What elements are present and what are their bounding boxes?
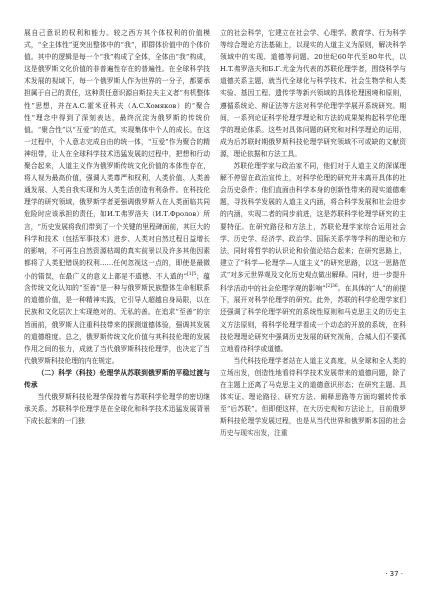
paragraph-text: 当代科技伦理学者站在人道主义高度，从全球和全人类的立场出发，创造性地看待科学技术发展带来的道德问题，除了在主题上还离了马克思主义的道德意识形态；在研究主题、具体实证、理论路径、研究方法、阐释思路等方面均辗转传承至“后苏联”。但即便这样，在大历史观和方法论上，目前俄罗斯科技伦理学发展过程，也是从当代世界和俄罗斯本国的社会历史与现实出发，注重 <box>220 356 406 438</box>
paragraph-text: ；蕴含传统文化认知的“至善”是一种与俄罗斯民族整体生命相联系的道德价值，是一种精神实践，它引导人超越自身局限，以在民族和文化层次上实现绝对的、无私的善。在追求“至善”的宗旨面前，俄罗斯人注重科技带来的探测道德体验，强调其发展的道德维度。总之，俄罗斯传统文化价值与其科技伦理的发展作用之间的张力，成就了当代俄罗斯科技伦理学，也决定了当代俄罗斯科技伦理的内在规定。 <box>24 272 210 365</box>
left-column <box>24 27 210 567</box>
paragraph-text: 立的社会科学，它建立在社会学、心理学、教育学、行为科学等综合理论方法基础上，以现实的人道主义为原则，解决科学领域中的实现、道德等问题。20世纪60年代至80年代，以H.T.弗罗洛夫和Б.Г.尤金为代表的苏联伦理学者，围绕科学与道德关系主题，就当代全球化与科学技术、社会生物学和人类实验、基因工程、遗传学等新兴领域的具体伦理困境和原则，遵循系统论、辩证法等方法对科学伦理学学展开系统研究。期间，一系列论证科学伦理学理论和方法的成果架构起科学伦理学的理论体系。这些对具体问题的研究和对科学理论的运用，成为后苏联时期俄罗斯科技伦理学研究领域不可或缺的文献资源，理论依据和方法工具。 <box>220 29 406 158</box>
paragraph-text: 展自己意识的权利和能力。较之西方其个体权利的价值模式，“全主体性”更突出整体中的“我”，即群体价值中的个体价值。其中的逻辑是每一个“我”构成了全体，全体由“我”构成，这是俄罗斯文化价值的非普遍性存在的普遍性。在全球科学技术发展的视域下，每一个俄罗斯人作为世界的一分子，都要承担属于自己的责任，这种责任意识源自斯拉夫主义者“有机整体性”思想，并在A.C.霍米亚科夫（A.C.Хомяков）的“聚合性”理念中得到了深刻表达，最终沉淀为俄罗斯的传统价值。“聚合性”以“互爱”的范式，实现集体中个人的成长。在这一过程中，个人意志完成自由的统一体，“互爱”作为聚合的精神纽带，让人在全球科学技术迅猛发展的过程中，把想和行动聚合起来，人道主义作为俄罗斯传统文化价值的本体性存在，将人视为最高价值，强调人类尊严和权利，人类价值、人类善通发展、人类自我实现和为人类生活创造有利条件。在科技伦理学的研究领域，俄罗斯学者更强调俄罗斯人在人类面临共同危险时应该承担的责任，如И.T.弗罗洛夫（И.Т.Фролов）所言，“历史发展将我们带到了一个关键的里程碑面前，其巨大的科学和技术（包括军事技术）进步、人类对自然过程日益增长的影响，不可再生自然资源枯竭的真实前景以及许多其他因素都将了人类犯错误的权利……任何忽视这一点的，即使是最微小的错误，在最广义的意义上都是不道德、不人道的” <box>24 29 210 281</box>
paragraph-text: 当代俄罗斯科技伦理学保持着与苏联科学伦理学的密切继承关系。苏联科学伦理学是在全球化和科学技术迅猛发展背景下成长起来的一门独 <box>24 393 210 426</box>
right-column <box>220 27 406 567</box>
footnote-ref: [1]5 <box>187 271 197 277</box>
footnote-ref: [2]36 <box>325 283 338 289</box>
paragraph-text: 。在具体的“人”的前提下，展开对科学伦理学的研究。此外，苏联的科学伦理学家们还强调了科学伦理学研究的系统性原则和马克思主义的历史主义方法原则，将科学伦理学看成一个动态的开放的系统，在科技伦理理论研究中强调历史发展的研究视角，合城人们不要孤立地看待科学或道德。 <box>220 284 406 353</box>
section-heading: （二）科学（科技）伦理学从苏联到俄罗斯的平稳过渡与传承 <box>24 368 210 389</box>
page-number: · 37 · <box>385 570 403 578</box>
paragraph-text: 苏联伦理学家与政治家不同，他们对于人道主义的深谋理解不停留在政治宣传上，对科学伦理的研究并未离开具体的社会历史条件；他们直面由科学本身的创新性带来的现实道德难题，寻找科学发展的人道主义内涵，将合科学发展和社会进步的内涵，实现二者的同步前进，这是苏联科学伦理学研究的主要特征。在研究路径和方法上，苏联伦理学家综合运用社会学、历史学、经济学、政治学、国际关系学等学科的理论和方法，同时将哲学的认识论和价值论结合起来；在研究思路上，建立了“科学—伦理学—人道主义”的研究思路，以这一思路范式“对多元世界观及文化历史观点做出解释。同时，进一步提升科学活动中的社会伦理学观的影响” <box>220 162 406 293</box>
